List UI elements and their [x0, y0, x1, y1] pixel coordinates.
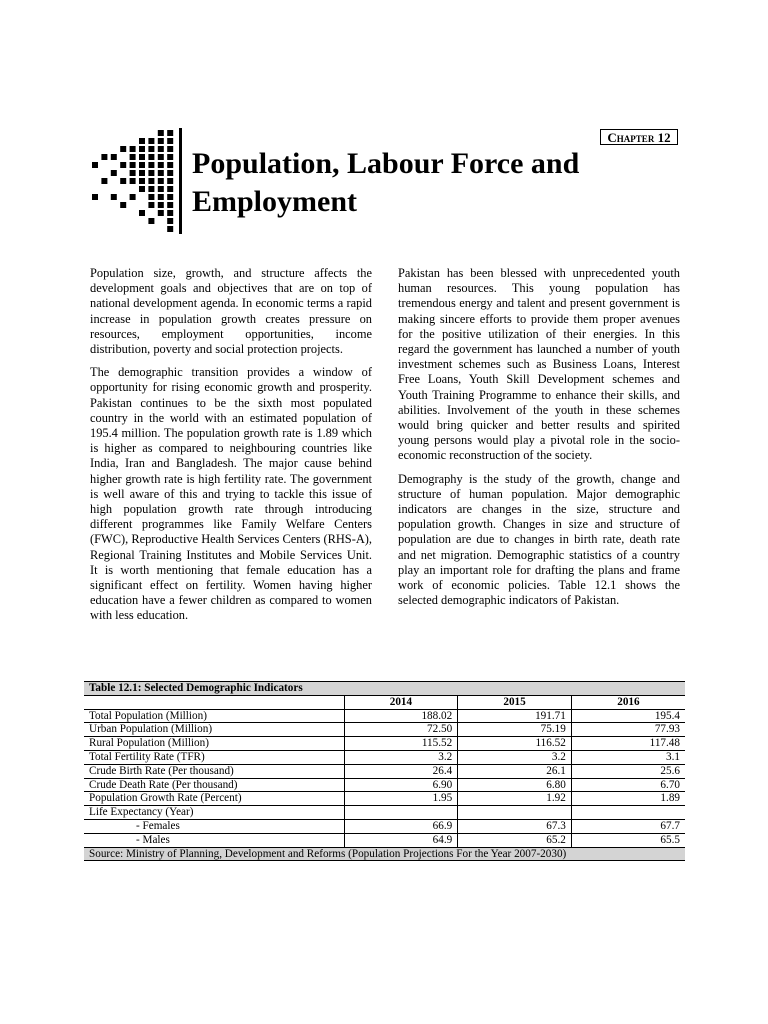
- table-header-empty: [84, 695, 344, 709]
- row-value: 117.48: [571, 737, 685, 751]
- row-label: - Males: [84, 833, 344, 847]
- table-row: [84, 764, 685, 778]
- paragraph: Pakistan has been blessed with unprecedented youth human resources. This young population has tremendous energy and talent and present government is making sincere efforts to provide them proper avenues for the positive utilization of their energies. In this regard the government has launched a number of youth investment schemes such as Business Loans, Interest Free Loans, Youth Skill Development schemes and Youth Training Programme to enhance their skills, and abilities. Involvement of the youth in these schemes would bring quicker and better results and spirited young persons would play a pivotal role in the socio-economic reconstruction of the society.: [398, 266, 680, 463]
- row-label: Total Fertility Rate (TFR): [84, 750, 344, 764]
- row-value: 1.89: [571, 792, 685, 806]
- row-value: 3.1: [571, 750, 685, 764]
- row-value: 116.52: [458, 737, 572, 751]
- table-caption-row: [84, 682, 685, 696]
- row-value: 67.7: [571, 819, 685, 833]
- row-value: 66.9: [344, 819, 458, 833]
- row-value: 3.2: [458, 750, 572, 764]
- table-row: [84, 792, 685, 806]
- table-row: [84, 723, 685, 737]
- row-value: 26.1: [458, 764, 572, 778]
- table-header-year: 2016: [571, 695, 685, 709]
- table-source: Source: Ministry of Planning, Development and Reforms (Population Projections For the Year 2007-2030): [84, 847, 685, 861]
- row-label: Crude Birth Rate (Per thousand): [84, 764, 344, 778]
- table-row: [84, 750, 685, 764]
- row-value: 26.4: [344, 764, 458, 778]
- table-row: [84, 833, 685, 847]
- table-row: [84, 806, 685, 820]
- paragraph: The demographic transition provides a window of opportunity for rising economic growth and prosperity. Pakistan continues to be the sixth most populated country in the world with an estimated population of 195.4 million. The population growth rate is 1.89 which is higher as compared to neighbouring countries like India, Iran and Bangladesh. The major cause behind higher growth rate is high fertility rate. The government is well aware of this and trying to tackle this issue of high population growth rate through introducing different programmes like Family Welfare Centers (FWC), Reproductive Health Services Centers (RHS-A), Regional Training Institutes and Mobile Services Unit. It is worth mentioning that female education has a significant effect on fertility. Women having higher education have a fewer children as compared to women with less education.: [90, 365, 372, 623]
- row-value: 6.90: [344, 778, 458, 792]
- chapter-title: Population, Labour Force and Employment: [192, 147, 580, 218]
- table-row: [84, 709, 685, 723]
- row-value: 75.19: [458, 723, 572, 737]
- row-label: - Females: [84, 819, 344, 833]
- table-header-row: [84, 695, 685, 709]
- row-value: 195.4: [571, 709, 685, 723]
- row-value: 191.71: [458, 709, 572, 723]
- row-value: 6.70: [571, 778, 685, 792]
- row-label: Population Growth Rate (Percent): [84, 792, 344, 806]
- row-value: 3.2: [344, 750, 458, 764]
- table-row: [84, 737, 685, 751]
- row-value: [458, 806, 572, 820]
- row-value: 72.50: [344, 723, 458, 737]
- row-value: 67.3: [458, 819, 572, 833]
- chapter-logo: [92, 128, 184, 234]
- row-value: 65.2: [458, 833, 572, 847]
- paragraph: Population size, growth, and structure affects the development goals and objectives that are on top of national development agenda. In economic terms a rapid increase in population growth creates pressure on resources, employment opportunities, income distribution, poverty and social protection projects.: [90, 266, 372, 357]
- table-caption: Table 12.1: Selected Demographic Indicators: [84, 682, 685, 696]
- demographic-table: [84, 681, 685, 861]
- row-value: [344, 806, 458, 820]
- table-header-year: 2015: [458, 695, 572, 709]
- row-label: Crude Death Rate (Per thousand): [84, 778, 344, 792]
- row-value: 188.02: [344, 709, 458, 723]
- row-value: 65.5: [571, 833, 685, 847]
- row-label: Rural Population (Million): [84, 737, 344, 751]
- row-value: 77.93: [571, 723, 685, 737]
- table-row: [84, 819, 685, 833]
- row-label: Total Population (Million): [84, 709, 344, 723]
- row-value: 115.52: [344, 737, 458, 751]
- row-value: 25.6: [571, 764, 685, 778]
- row-value: 1.95: [344, 792, 458, 806]
- table-source-row: [84, 847, 685, 861]
- right-text-column: [398, 266, 680, 616]
- row-label: Urban Population (Million): [84, 723, 344, 737]
- row-label: Life Expectancy (Year): [84, 806, 344, 820]
- table-header-year: 2014: [344, 695, 458, 709]
- left-text-column: [90, 266, 372, 632]
- row-value: 1.92: [458, 792, 572, 806]
- paragraph: Demography is the study of the growth, change and structure of human population. Major demographic indicators are changes in the size, structure and population growth. Changes in size and structure of population are due to changes in birth rate, death rate and net migration. Demographic statistics of a country play an important role for drafting the plans and frame work of economic policies. Table 12.1 shows the selected demographic indicators of Pakistan.: [398, 471, 680, 608]
- chapter-label: Chapter 12: [600, 129, 678, 145]
- row-value: [571, 806, 685, 820]
- row-value: 6.80: [458, 778, 572, 792]
- row-value: 64.9: [344, 833, 458, 847]
- table-row: [84, 778, 685, 792]
